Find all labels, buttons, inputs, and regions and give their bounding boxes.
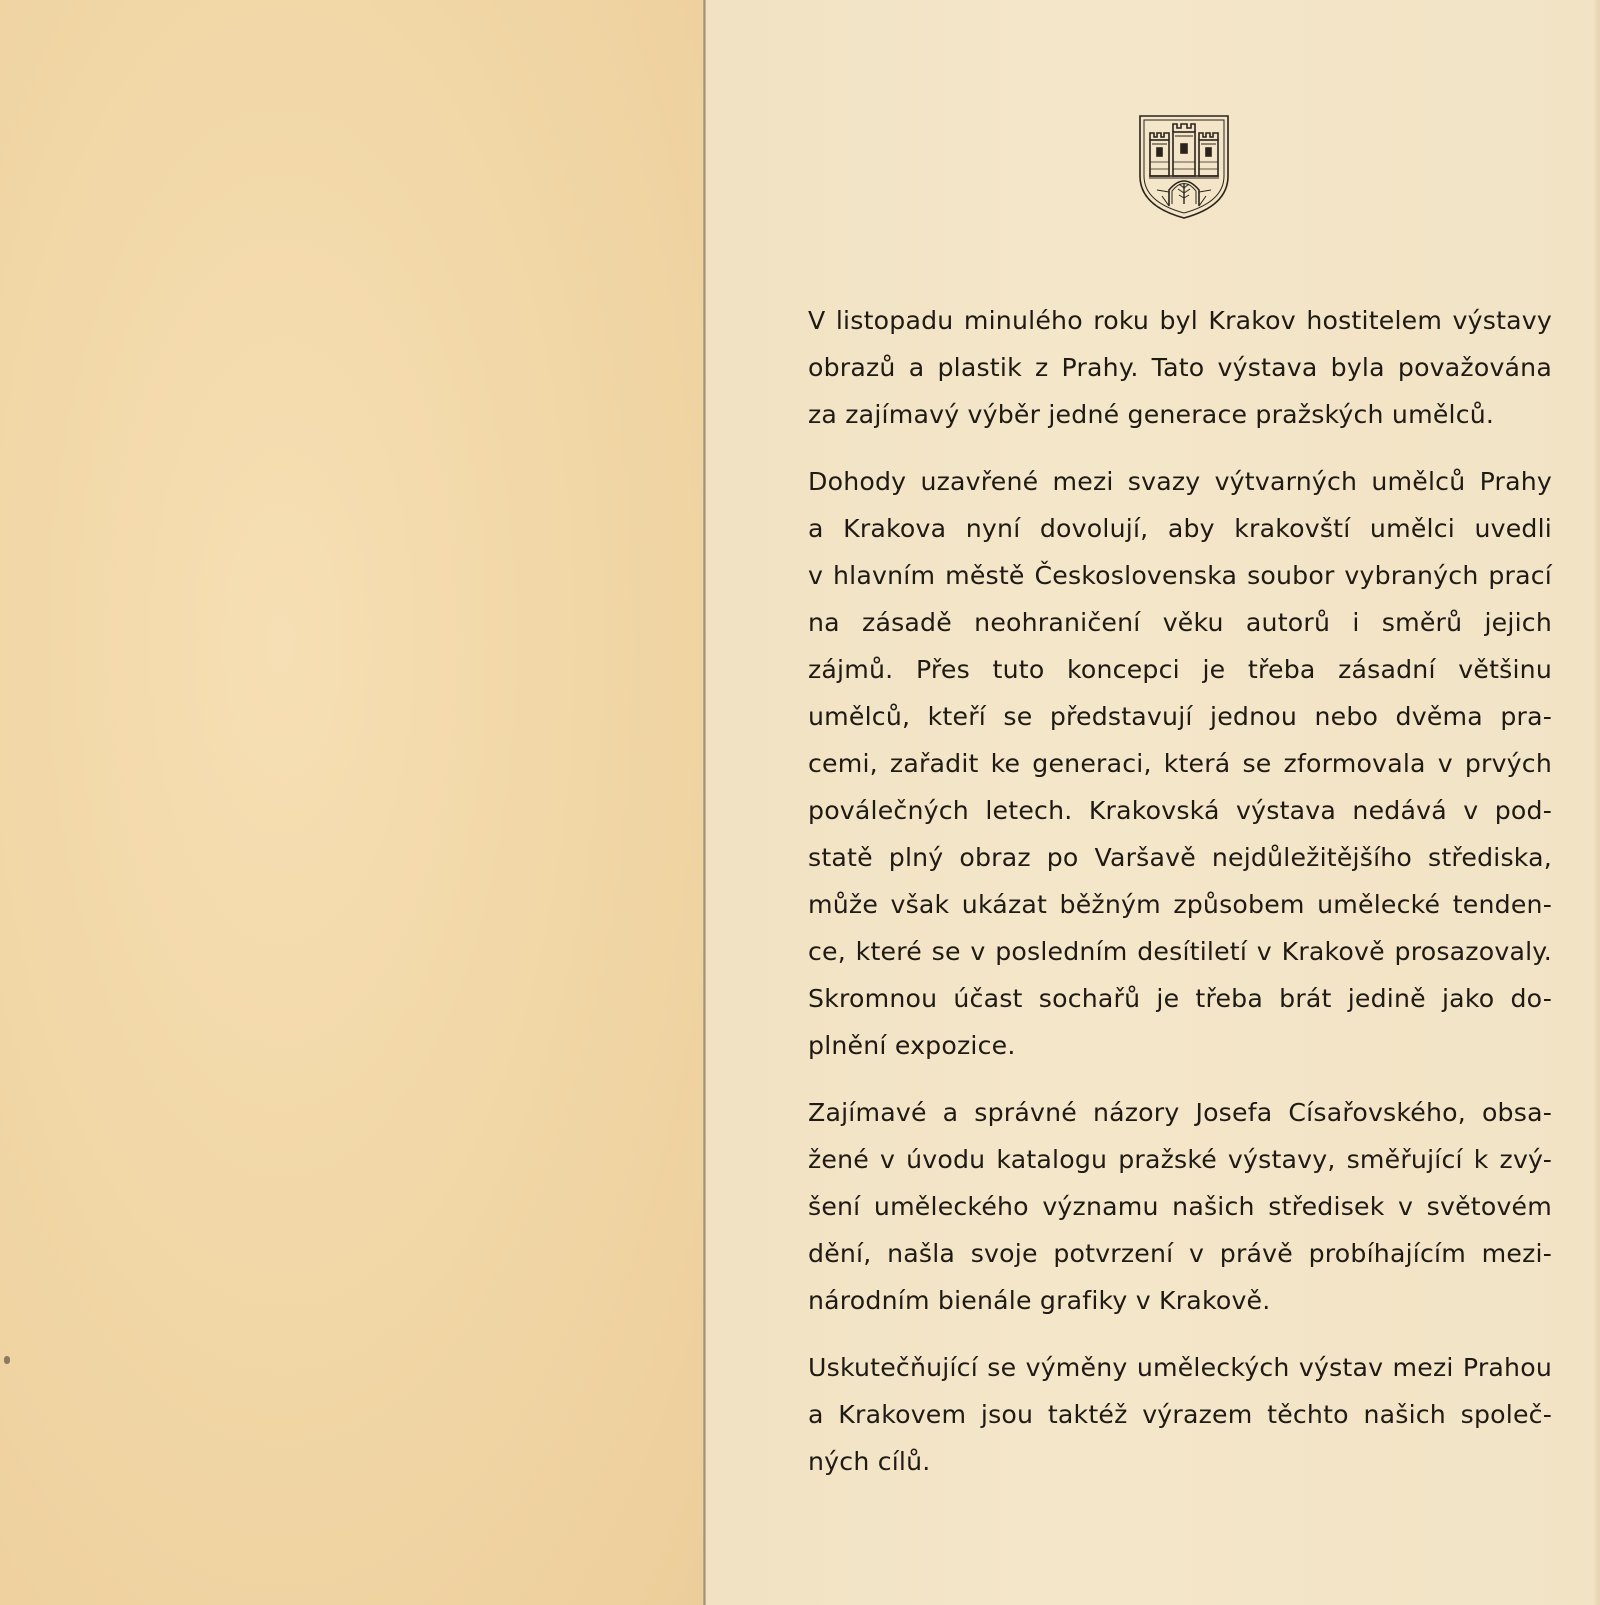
text-line: ce, které se v posledním desítiletí v Krakově prosazovaly. xyxy=(808,937,1552,966)
paragraph-4 xyxy=(808,1344,1552,1485)
text-line: dění, našla svoje potvrzení v právě probíhajícím mezi- xyxy=(808,1239,1552,1268)
text-line: cemi, zařadit ke generaci, která se zformovala v prvých xyxy=(808,749,1552,778)
text-line: Uskutečňující se výměny uměleckých výstav mezi Prahou xyxy=(808,1353,1552,1382)
text-line: V listopadu minulého roku byl Krakov hostitelem výstavy xyxy=(808,306,1552,335)
text-line: v hlavním městě Československa soubor vybraných prací xyxy=(808,561,1552,590)
text-line: zájmů. Přes tuto koncepci je třeba zásadní většinu xyxy=(808,655,1552,684)
text-line: plnění expozice. xyxy=(808,1031,1016,1060)
text-line: ných cílů. xyxy=(808,1447,931,1476)
text-line: a Krakova nyní dovolují, aby krakovští umělci uvedli xyxy=(808,514,1552,543)
text-line: za zajímavý výběr jedné generace pražských umělců. xyxy=(808,400,1495,429)
text-line: může však ukázat běžným způsobem umělecké tenden- xyxy=(808,890,1552,919)
text-line: národním bienále grafiky v Krakově. xyxy=(808,1286,1271,1315)
paragraph-3 xyxy=(808,1089,1552,1324)
right-page-edge xyxy=(1594,0,1600,1605)
text-line: umělců, kteří se představují jednou nebo dvěma pra- xyxy=(808,702,1552,731)
text-line: a Krakovem jsou taktéž výrazem těchto našich společ- xyxy=(808,1400,1552,1429)
text-line: Zajímavé a správné názory Josefa Císařovského, obsa- xyxy=(808,1098,1552,1127)
text-line: statě plný obraz po Varšavě nejdůležitějšího střediska, xyxy=(808,843,1552,872)
paragraph-2 xyxy=(808,458,1552,1069)
left-page-blank xyxy=(0,0,705,1605)
text-line: šení uměleckého významu našich středisek v světovém xyxy=(808,1192,1552,1221)
text-line: žené v úvodu katalogu pražské výstavy, směřující k zvý- xyxy=(808,1145,1552,1174)
text-line: na zásadě neohraničení věku autorů i směrů jejich xyxy=(808,608,1552,637)
text-line: poválečných letech. Krakovská výstava nedává v pod- xyxy=(808,796,1552,825)
text-line: Dohody uzavřené mezi svazy výtvarných umělců Prahy xyxy=(808,467,1552,496)
krakow-coat-of-arms-icon xyxy=(1137,114,1231,220)
text-line: Skromnou účast sochařů je třeba brát jedině jako do- xyxy=(808,984,1552,1013)
article-text xyxy=(808,297,1552,1505)
text-line: obrazů a plastik z Prahy. Tato výstava byla považována xyxy=(808,353,1552,382)
paper-speck xyxy=(4,1356,10,1364)
paragraph-1 xyxy=(808,297,1552,438)
